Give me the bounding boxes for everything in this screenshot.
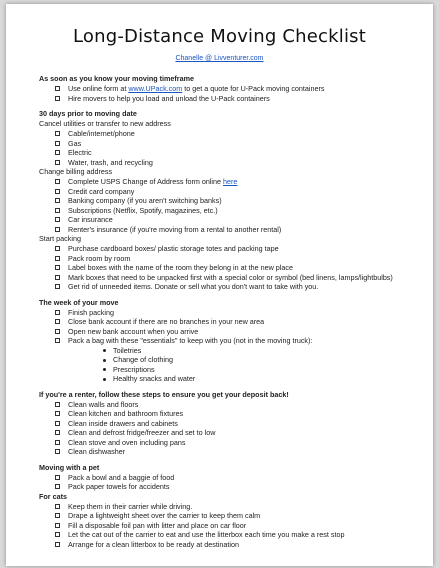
item-text: Pack paper towels for accidents [68,482,170,491]
checkbox[interactable] [55,150,60,155]
item-text: Close bank account if there are no branches in your new area [68,317,265,326]
checklist-item [39,482,424,492]
document-title: Long-Distance Moving Checklist [72,26,367,47]
item-text: Electric [68,148,92,157]
checklist-item [39,419,424,429]
checklist-item [39,244,424,254]
item-text: Subscriptions (Netflix, Spotify, magazines, etc.) [68,205,218,215]
checklist-item [39,511,424,521]
subsection-label: Cancel utilities or transfer to new address [39,119,171,128]
checklist-item [39,139,424,149]
checkbox[interactable] [55,86,60,91]
checkbox[interactable] [55,265,60,270]
checkbox[interactable] [55,402,60,407]
item-text: Gas [68,138,82,148]
checklist-item [39,196,424,206]
checkbox[interactable] [55,246,60,251]
item-text: Clean walls and floors [68,399,139,409]
item-text: Finish packing [68,307,114,317]
checklist-item [39,530,424,540]
checklist-item [39,327,424,337]
checklist-item [39,206,424,216]
checkbox[interactable] [55,256,60,261]
item-text: Pack room by room [68,253,131,263]
checklist-item [39,129,424,139]
checkbox[interactable] [55,532,60,537]
item-text: Get rid of unneeded items. Donate or sell what you don't want to take with you. [68,282,319,291]
bullet-item [39,346,424,356]
checkbox[interactable] [55,227,60,232]
item-text: Clean kitchen and bathroom fixtures [68,409,184,418]
checkbox[interactable] [55,189,60,194]
checkbox[interactable] [55,523,60,528]
subsection-label: Start packing [39,234,81,243]
bullet-icon [103,349,106,352]
checklist-item [39,428,424,438]
checklist-item [39,84,424,94]
checklist-item [39,263,424,273]
item-text: Keep them in their carrier while driving. [68,501,193,511]
upack-link[interactable]: www.UPack.com [128,84,183,93]
checklist-item [39,540,424,550]
bullet-text: Toiletries [113,345,142,355]
item-text: Fill a disposable foil pan with litter and place on car floor [68,520,247,530]
item-text: Water, trash, and recycling [68,157,153,167]
checkbox[interactable] [55,217,60,222]
item-text: Clean dishwasher [68,447,126,456]
checkbox[interactable] [55,329,60,334]
item-text: Drape a lightweight sheet over the carrier to keep them calm [68,511,261,520]
usps-link[interactable]: here [223,177,238,186]
item-text: Renter's insurance (if you're moving from a rental to another rental) [68,224,282,234]
checkbox[interactable] [55,484,60,489]
checkbox[interactable] [55,141,60,146]
checklist-item [39,409,424,419]
item-text: Purchase cardboard boxes/ plastic storage totes and packing tape [68,244,279,253]
checkbox[interactable] [55,131,60,136]
checklist-page [6,4,433,566]
item-text: Pack a bag with these "essentials" to keep with you (not in the moving truck): [68,336,313,345]
checkbox[interactable] [55,208,60,213]
item-text: Clean inside drawers and cabinets [68,418,178,428]
checklist-item [39,438,424,448]
item-text: Mark boxes that need to be unpacked first with a special color or symbol (bed linens, lamps/lightbulbs) [68,272,393,282]
checklist-item [39,254,424,264]
item-text: Car insurance [68,215,113,224]
item-text: Complete USPS Change of Address form online [68,177,224,186]
checklist-item [39,521,424,531]
section-heading: If you're a renter, follow these steps to ensure you get your deposit back! [39,389,289,399]
checklist-content [39,74,424,549]
bullet-text: Healthy snacks and water [113,374,196,383]
item-text: Use online form at [68,84,129,93]
checklist-item [39,225,424,235]
bullet-icon [103,378,106,381]
checkbox[interactable] [55,440,60,445]
checklist-item [39,94,424,104]
checkbox[interactable] [55,319,60,324]
checklist-item [39,282,424,292]
checklist-item [39,336,424,346]
checklist-item [39,317,424,327]
checkbox[interactable] [55,310,60,315]
bullet-text: Prescriptions [113,364,155,374]
bullet-item [39,355,424,365]
checklist-item [39,308,424,318]
checklist-item [39,400,424,410]
bullet-item [39,374,424,384]
checkbox[interactable] [55,513,60,518]
checkbox[interactable] [55,275,60,280]
checkbox[interactable] [55,198,60,203]
checkbox[interactable] [55,475,60,480]
checkbox[interactable] [55,179,60,184]
checkbox[interactable] [55,421,60,426]
checklist-item [39,215,424,225]
checklist-item [39,273,424,283]
section-heading: Moving with a pet [39,462,100,472]
section-heading: 30 days prior to moving date [39,109,137,118]
item-text: Arrange for a clean litterbox to be ready at destination [68,539,240,549]
checkbox[interactable] [55,284,60,289]
checklist-item [39,148,424,158]
item-text: Label boxes with the name of the room they belong in at the new place [68,263,293,272]
checklist-item [39,447,424,457]
bullet-text: Change of clothing [113,355,173,364]
item-text: Clean and defrost fridge/freezer and set to low [68,428,216,437]
item-text: Clean stove and oven including pans [68,437,186,447]
checkbox[interactable] [55,411,60,416]
item-text: Let the cat out of the carrier to eat and use the litterbox each time you make a rest stop [68,530,345,539]
checklist-item [39,502,424,512]
checkbox[interactable] [55,449,60,454]
checkbox[interactable] [55,430,60,435]
subsection-label: Change billing address [39,167,113,176]
checklist-item [39,187,424,197]
checkbox[interactable] [55,160,60,165]
checkbox[interactable] [55,338,60,343]
item-text: Pack a bowl and a baggie of food [68,472,175,482]
checkbox[interactable] [55,96,60,101]
checkbox[interactable] [55,542,60,547]
item-text: to get a quote for U-Pack moving containers [182,84,325,93]
section-heading: The week of your move [39,297,119,307]
section-heading: As soon as you know your moving timeframe [39,74,194,83]
checkbox[interactable] [55,504,60,509]
item-text: Hire movers to help you load and unload the U-Pack containers [68,93,270,103]
bullet-icon [103,359,106,362]
checklist-item [39,158,424,168]
checklist-item [39,473,424,483]
subsection-heading: For cats [39,491,67,501]
item-text: Banking company (if you aren't switching banks) [68,196,222,205]
bullet-icon [103,368,106,371]
bullet-item [39,365,424,375]
item-text: Credit card company [68,186,135,196]
item-text: Cable/internet/phone [68,129,135,138]
checklist-item [39,177,424,187]
author-link[interactable]: Chanelle @ Livventurer.com [175,55,264,62]
item-text: Open new bank account when you arrive [68,326,199,336]
